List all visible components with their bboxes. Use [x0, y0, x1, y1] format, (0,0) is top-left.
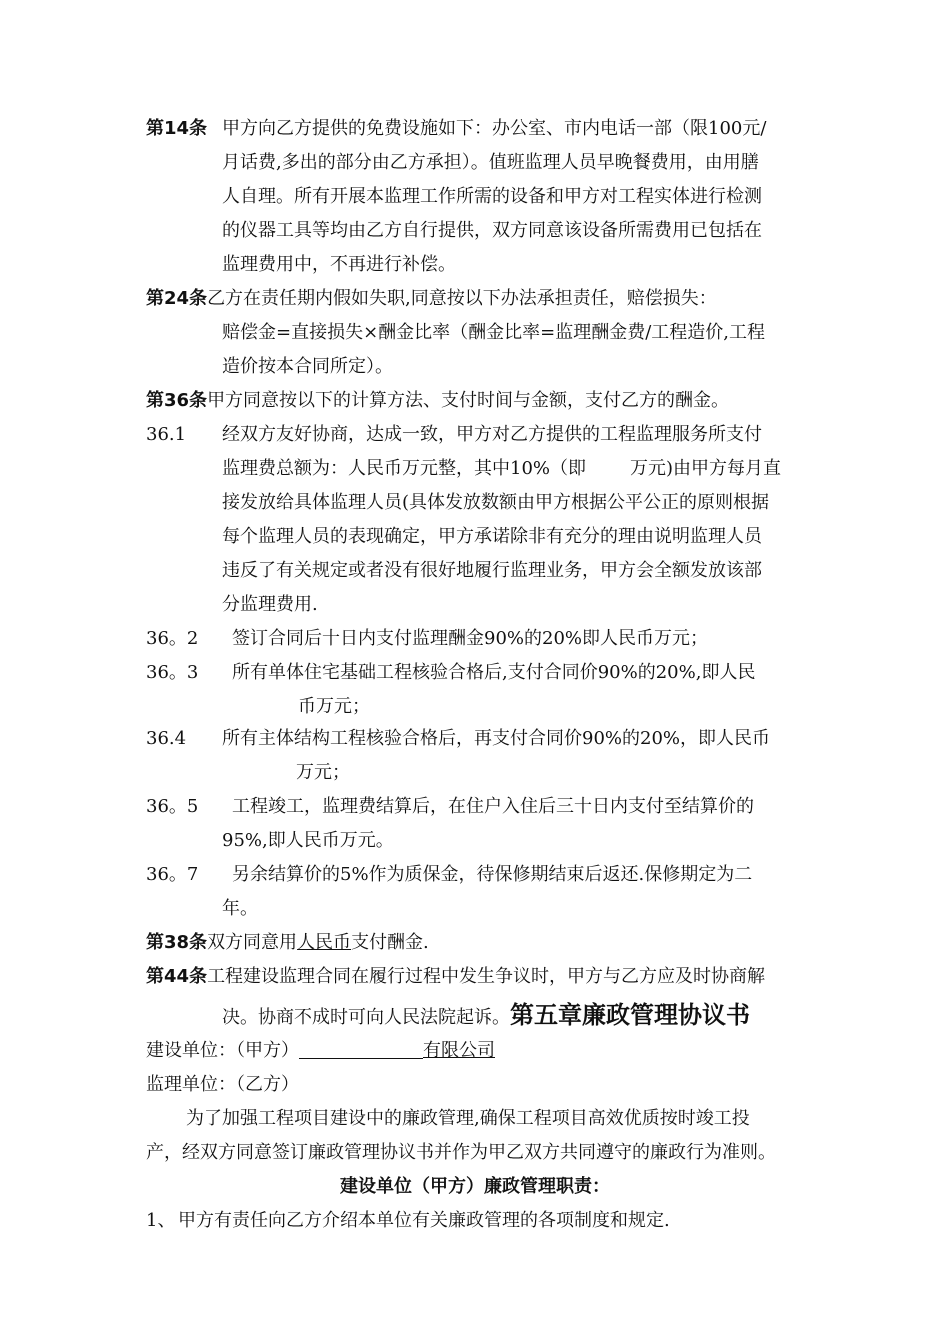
clause-36-1-line-2: [222, 458, 781, 480]
article-24-line-3: 造价按本合同所定）。: [222, 356, 393, 377]
article-38-currency: 人民币: [297, 932, 352, 953]
article-38-pre: 双方同意用: [207, 932, 298, 953]
clause-36-7-number: 36。7: [146, 864, 199, 885]
party-a-suffix: 有限公司: [423, 1040, 495, 1061]
intro-line-1: 为了加强工程项目建设中的廉政管理,确保工程项目高效优质按时竣工投: [186, 1108, 750, 1129]
item-1-text: 甲方有责任向乙方介绍本单位有关廉政管理的各项制度和规定.: [178, 1210, 670, 1231]
article-24-label: 第24条: [146, 288, 208, 309]
clause-36-1-line-5: 违反了有关规定或者没有很好地履行监理业务，甲方会全额发放该部: [222, 560, 762, 581]
article-14-label: 第14条: [146, 118, 208, 139]
clause-36-5-line-1: 工程竣工，监理费结算后，在住户入住后三十日内支付至结算价的: [232, 796, 754, 817]
clause-36-1-line-2a: 监理费总额为：人民币万元整，其中10%（即: [222, 458, 587, 479]
clause-36-1-line-2b: 万元)由甲方每月直: [630, 458, 782, 479]
article-44-line-2: [222, 1002, 750, 1031]
clause-36-2-number: 36。2: [146, 628, 199, 649]
article-36-text: 甲方同意按以下的计算方法、支付时间与金额，支付乙方的酬金。: [207, 390, 730, 411]
clause-36-7-line-2: 年。: [222, 898, 258, 919]
article-38-label: 第38条: [146, 932, 208, 953]
article-44-text-2: 决。协商不成时可向人民法院起诉。: [222, 1007, 510, 1028]
article-14-line-3: 人自理。所有开展本监理工作所需的设备和甲方对工程实体进行检测: [222, 186, 762, 207]
article-14-line-1: 甲方向乙方提供的免费设施如下：办公室、市内电话一部（限100元/: [222, 118, 767, 139]
clause-36-1-number: 36.1: [146, 424, 187, 445]
clause-36-3-line-2: 币万元；: [298, 696, 370, 717]
clause-36-1-line-6: 分监理费用.: [222, 594, 318, 615]
party-b-label: 监理单位：（乙方）: [146, 1074, 299, 1095]
article-38-post: 支付酬金.: [351, 932, 429, 953]
party-a-blank: [299, 1040, 423, 1059]
article-44-text: 工程建设监理合同在履行过程中发生争议时，甲方与乙方应及时协商解: [207, 966, 766, 987]
item-1-number: 1、: [146, 1210, 176, 1231]
section-heading: 建设单位（甲方）廉政管理职责：: [340, 1176, 610, 1197]
party-a-label: 建设单位：（甲方）: [146, 1040, 299, 1061]
article-24-line-1: [146, 288, 717, 310]
clause-36-7-line-1: 另余结算价的5%作为质保金，待保修期结束后返还.保修期定为二: [232, 864, 753, 885]
article-44-label: 第44条: [146, 966, 208, 987]
article-38-line: [146, 932, 429, 954]
chapter-title: 第五章廉政管理协议书: [510, 1001, 750, 1029]
party-a-line: [146, 1040, 495, 1062]
intro-line-2: 产，经双方同意签订廉政管理协议书并作为甲乙双方共同遵守的廉政行为准则。: [146, 1142, 776, 1163]
article-36-label: 第36条: [146, 390, 208, 411]
clause-36-4-number: 36.4: [146, 728, 187, 749]
clause-36-1-line-1: 经双方友好协商，达成一致，甲方对乙方提供的工程监理服务所支付: [222, 424, 762, 445]
clause-36-1-line-4: 每个监理人员的表现确定，甲方承诺除非有充分的理由说明监理人员: [222, 526, 762, 547]
article-36-line-1: [146, 390, 729, 412]
clause-36-3-number: 36。3: [146, 662, 199, 683]
clause-36-2-line-1: 签订合同后十日内支付监理酬金90%的20%即人民币万元；: [232, 628, 709, 649]
clause-36-5-number: 36。5: [146, 796, 199, 817]
article-14-line-5: 监理费用中，不再进行补偿。: [222, 254, 456, 275]
clause-36-4-line-1: 所有主体结构工程核验合格后，再支付合同价90%的20%，即人民币: [222, 728, 771, 749]
article-44-line-1: [146, 966, 765, 988]
article-14-line-4: 的仪器工具等均由乙方自行提供，双方同意该设备所需费用已包括在: [222, 220, 762, 241]
clause-36-4-line-2: 万元；: [296, 762, 350, 783]
article-14-line-2: 月话费,多出的部分由乙方承担）。值班监理人员早晚餐费用，由用膳: [222, 152, 759, 173]
clause-36-1-line-3: 接发放给具体监理人员(具体发放数额由甲方根据公平公正的原则根据: [222, 492, 770, 513]
clause-36-5-line-2: 95%,即人民币万元。: [222, 830, 394, 851]
clause-36-3-line-1: 所有单体住宅基础工程核验合格后,支付合同价90%的20%,即人民: [232, 662, 756, 683]
article-24-text: 乙方在责任期内假如失职,同意按以下办法承担责任，赔偿损失：: [207, 288, 717, 309]
article-24-line-2: 赔偿金=直接损失×酬金比率（酬金比率=监理酬金费/工程造价,工程: [222, 322, 766, 343]
